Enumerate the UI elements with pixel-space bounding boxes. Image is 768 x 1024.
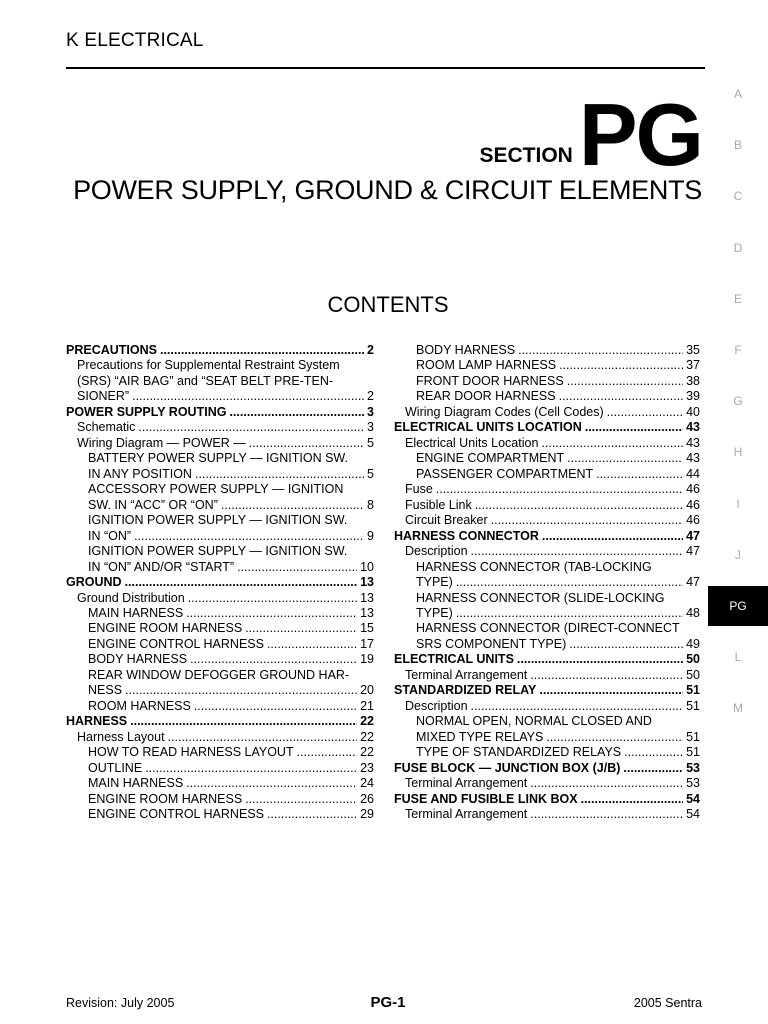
toc-entry[interactable]	[66, 374, 374, 389]
toc-entry-title: (SRS) “AIR BAG” and “SEAT BELT PRE-TEN-	[77, 373, 334, 388]
toc-leader-dots	[132, 389, 364, 404]
toc-entry-title: TYPE OF STANDARDIZED RELAYS	[416, 745, 622, 760]
toc-entry[interactable]	[66, 683, 374, 698]
toc-entry-title: Ground Distribution	[77, 590, 185, 605]
toc-entry-page: 49	[686, 636, 700, 651]
toc-entry-title: TYPE)	[416, 575, 453, 590]
section-tab-j[interactable]: J	[735, 547, 741, 562]
toc-entry[interactable]	[66, 730, 374, 745]
toc-entry[interactable]	[394, 343, 700, 358]
toc-entry-title: STANDARDIZED RELAY	[394, 683, 537, 698]
toc-entry-title: Precautions for Supplemental Restraint System	[77, 358, 340, 373]
toc-entry-page: 43	[686, 435, 700, 450]
toc-leader-dots	[145, 761, 357, 776]
toc-entry-title: MAIN HARNESS	[88, 776, 184, 791]
toc-entry-title: ACCESSORY POWER SUPPLY — IGNITION	[88, 482, 344, 497]
toc-entry-title: FRONT DOOR HARNESS	[416, 373, 564, 388]
toc-leader-dots	[188, 591, 357, 606]
toc-entry-title: Terminal Arrangement	[405, 776, 528, 791]
toc-leader-dots	[245, 792, 357, 807]
toc-leader-dots	[229, 405, 364, 420]
section-tab-b[interactable]: B	[733, 138, 742, 153]
toc-leader-dots	[539, 683, 683, 698]
toc-leader-dots	[546, 730, 683, 745]
toc-entry-title: TYPE)	[416, 605, 453, 620]
toc-entry[interactable]	[66, 745, 374, 760]
toc-entry-title: REAR WINDOW DEFOGGER GROUND HAR-	[88, 667, 350, 682]
revision-date: Revision: July 2005	[66, 996, 175, 1010]
toc-leader-dots	[541, 436, 683, 451]
toc-entry-page: 51	[686, 698, 700, 713]
toc-entry-title: Terminal Arrangement	[405, 667, 528, 682]
toc-entry[interactable]	[394, 513, 700, 528]
toc-entry-title: Wiring Diagram Codes (Cell Codes)	[405, 404, 604, 419]
toc-entry-title: Wiring Diagram — POWER —	[77, 435, 246, 450]
section-tab-l[interactable]: L	[734, 650, 742, 665]
toc-entry[interactable]	[394, 792, 700, 807]
toc-entry[interactable]	[394, 405, 700, 420]
toc-entry-page: 22	[360, 745, 374, 760]
toc-entry-page: 46	[686, 497, 700, 512]
toc-entry[interactable]	[66, 560, 374, 575]
toc-entry-page: 48	[686, 605, 700, 620]
page-number: PG-1	[370, 994, 406, 1011]
toc-entry-title: IGNITION POWER SUPPLY — IGNITION SW.	[88, 544, 348, 559]
toc-entry-title: ELECTRICAL UNITS LOCATION	[394, 420, 582, 435]
toc-entry-title: Circuit Breaker	[405, 513, 488, 528]
toc-entry[interactable]	[394, 467, 700, 482]
toc-entry-page: 51	[686, 729, 700, 744]
toc-entry-page: 13	[360, 575, 374, 590]
toc-entry-page: 17	[360, 636, 374, 651]
toc-entry-page: 23	[360, 760, 374, 775]
toc-entry[interactable]	[66, 529, 374, 544]
section-tab-c[interactable]: C	[733, 189, 743, 204]
toc-entry-page: 37	[686, 358, 700, 373]
toc-leader-dots	[471, 544, 684, 559]
toc-entry-title: IN ANY POSITION	[88, 466, 192, 481]
toc-entry-title: IN “ON”	[88, 528, 132, 543]
toc-entry-title: ENGINE ROOM HARNESS	[88, 621, 243, 636]
toc-entry-title: SW. IN “ACC” OR “ON”	[88, 497, 218, 512]
toc-entry[interactable]	[66, 699, 374, 714]
toc-entry-title: NESS	[88, 683, 123, 698]
toc-leader-dots	[221, 498, 364, 513]
section-tab-pg[interactable]: PG	[708, 586, 768, 626]
toc-entry[interactable]	[66, 389, 374, 404]
toc-entry[interactable]	[66, 637, 374, 652]
toc-entry[interactable]	[66, 405, 374, 420]
toc-entry-title: IGNITION POWER SUPPLY — IGNITION SW.	[88, 513, 348, 528]
page-title: POWER SUPPLY, GROUND & CIRCUIT ELEMENTS	[73, 175, 702, 205]
toc-entry[interactable]	[394, 575, 700, 590]
toc-entry-title: REAR DOOR HARNESS	[416, 389, 556, 404]
toc-entry-title: MIXED TYPE RELAYS	[416, 729, 544, 744]
toc-entry[interactable]	[394, 591, 700, 606]
toc-column-left	[66, 343, 374, 823]
toc-entry[interactable]	[66, 575, 374, 590]
toc-leader-dots	[559, 358, 683, 373]
toc-entry-title: BATTERY POWER SUPPLY — IGNITION SW.	[88, 451, 349, 466]
toc-entry[interactable]	[66, 482, 374, 497]
toc-entry-page: 47	[686, 575, 700, 590]
toc-entry-page: 21	[360, 698, 374, 713]
toc-leader-dots	[186, 606, 357, 621]
toc-entry-title: BODY HARNESS	[88, 652, 188, 667]
toc-entry[interactable]	[394, 529, 700, 544]
toc-entry[interactable]	[66, 513, 374, 528]
toc-entry[interactable]	[394, 498, 700, 513]
toc-entry[interactable]	[394, 560, 700, 575]
toc-entry-title: Fusible Link	[405, 497, 472, 512]
toc-entry[interactable]	[394, 652, 700, 667]
toc-entry[interactable]	[394, 358, 700, 373]
toc-entry-page: 26	[360, 791, 374, 806]
toc-entry-title: HARNESS CONNECTOR (TAB-LOCKING	[416, 559, 652, 574]
toc-entry[interactable]	[66, 652, 374, 667]
toc-entry[interactable]	[66, 761, 374, 776]
toc-entry-page: 54	[686, 791, 700, 806]
toc-entry-title: ROOM HARNESS	[88, 698, 191, 713]
toc-leader-dots	[267, 807, 357, 822]
toc-entry-page: 2	[367, 343, 374, 357]
toc-leader-dots	[297, 745, 358, 760]
toc-entry-page: 19	[360, 652, 374, 667]
toc-entry-page: 29	[360, 807, 374, 822]
toc-leader-dots	[585, 420, 683, 435]
toc-entry-title: MAIN HARNESS	[88, 605, 184, 620]
toc-entry[interactable]	[394, 745, 700, 760]
toc-entry-page: 2	[367, 389, 374, 404]
section-tab-m[interactable]: M	[733, 701, 743, 716]
toc-entry-page: 5	[367, 435, 374, 450]
toc-entry[interactable]	[66, 544, 374, 559]
toc-entry[interactable]	[394, 714, 700, 729]
toc-entry[interactable]	[66, 343, 374, 358]
toc-leader-dots	[194, 699, 357, 714]
section-tab-h[interactable]: H	[733, 445, 743, 460]
toc-leader-dots	[237, 560, 357, 575]
vehicle-model: 2005 Sentra	[633, 996, 702, 1010]
toc-leader-dots	[607, 405, 683, 420]
toc-column-right	[394, 343, 700, 823]
toc-entry-page: 13	[360, 590, 374, 605]
toc-entry-page: 53	[686, 776, 700, 791]
toc-entry-page: 35	[686, 343, 700, 357]
toc-entry-title: Schematic	[77, 420, 136, 435]
toc-leader-dots	[456, 606, 683, 621]
toc-leader-dots	[491, 513, 683, 528]
section-tab-i[interactable]: I	[736, 496, 740, 511]
toc-entry[interactable]	[66, 467, 374, 482]
toc-entry-page: 53	[686, 760, 700, 775]
header-rule	[66, 67, 705, 69]
section-tab-index	[708, 0, 768, 1024]
toc-entry-title: HARNESS CONNECTOR (DIRECT-CONNECT	[416, 621, 680, 636]
toc-leader-dots	[138, 420, 364, 435]
toc-entry-title: POWER SUPPLY ROUTING	[66, 404, 227, 419]
toc-entry-page: 43	[686, 420, 700, 435]
toc-entry-title: Harness Layout	[77, 729, 165, 744]
section-tab-g[interactable]: G	[733, 394, 743, 409]
toc-leader-dots	[581, 792, 684, 807]
toc-leader-dots	[186, 776, 357, 791]
toc-entry[interactable]	[394, 389, 700, 404]
toc-leader-dots	[245, 621, 357, 636]
section-tab-d[interactable]: D	[733, 240, 743, 255]
toc-entry-page: 10	[360, 559, 374, 574]
toc-entry[interactable]	[394, 776, 700, 791]
chapter-header: K ELECTRICAL	[66, 30, 204, 51]
toc-entry-page: 5	[367, 466, 374, 481]
toc-leader-dots	[569, 637, 683, 652]
toc-leader-dots	[436, 482, 683, 497]
toc-entry[interactable]	[66, 420, 374, 435]
toc-entry-page: 54	[686, 807, 700, 822]
contents-heading: CONTENTS	[327, 292, 449, 317]
toc-entry[interactable]	[394, 374, 700, 389]
toc-entry-title: PRECAUTIONS	[66, 343, 157, 357]
toc-entry-page: 50	[686, 652, 700, 667]
toc-entry[interactable]	[66, 436, 374, 451]
toc-leader-dots	[267, 637, 357, 652]
toc-entry-title: GROUND	[66, 575, 122, 590]
toc-entry-title: HOW TO READ HARNESS LAYOUT	[88, 745, 294, 760]
toc-entry[interactable]	[394, 807, 700, 822]
toc-leader-dots	[530, 776, 683, 791]
toc-entry[interactable]	[394, 637, 700, 652]
toc-entry-page: 51	[686, 745, 700, 760]
toc-entry[interactable]	[394, 451, 700, 466]
toc-leader-dots	[517, 652, 683, 667]
toc-entry-title: ENGINE CONTROL HARNESS	[88, 807, 264, 822]
toc-entry[interactable]	[394, 436, 700, 451]
toc-entry[interactable]	[66, 714, 374, 729]
toc-leader-dots	[125, 575, 358, 590]
toc-entry-page: 15	[360, 621, 374, 636]
toc-entry-title: Description	[405, 698, 468, 713]
toc-entry-title: SIONER”	[77, 389, 130, 404]
toc-leader-dots	[190, 652, 357, 667]
toc-entry-page: 39	[686, 389, 700, 404]
toc-entry[interactable]	[394, 621, 700, 636]
toc-entry-page: 9	[367, 528, 374, 543]
toc-entry[interactable]	[66, 807, 374, 822]
toc-entry-title: Fuse	[405, 482, 433, 497]
section-code: PG	[578, 85, 702, 184]
toc-entry[interactable]	[394, 482, 700, 497]
toc-entry-page: 24	[360, 776, 374, 791]
toc-entry-page: 46	[686, 482, 700, 497]
section-tab-e[interactable]: E	[733, 291, 742, 306]
toc-leader-dots	[160, 343, 364, 358]
toc-entry-title: SRS COMPONENT TYPE)	[416, 636, 567, 651]
section-tab-a[interactable]: A	[733, 87, 742, 101]
toc-entry-title: ELECTRICAL UNITS	[394, 652, 514, 667]
toc-entry[interactable]	[66, 591, 374, 606]
toc-entry-page: 43	[686, 451, 700, 466]
toc-entry-page: 51	[686, 683, 700, 698]
toc-entry[interactable]	[66, 498, 374, 513]
toc-entry[interactable]	[394, 699, 700, 714]
toc-entry-title: OUTLINE	[88, 760, 143, 775]
toc-entry-page: 50	[686, 667, 700, 682]
toc-leader-dots	[559, 389, 683, 404]
toc-leader-dots	[596, 467, 683, 482]
toc-entry-title: Terminal Arrangement	[405, 807, 528, 822]
section-heading	[479, 85, 703, 184]
toc-leader-dots	[530, 668, 683, 683]
toc-entry[interactable]	[394, 668, 700, 683]
toc-leader-dots	[542, 529, 683, 544]
toc-entry-title: FUSE AND FUSIBLE LINK BOX	[394, 791, 578, 806]
toc-entry[interactable]	[66, 358, 374, 373]
toc-entry-title: Electrical Units Location	[405, 435, 539, 450]
toc-entry[interactable]	[394, 730, 700, 745]
toc-leader-dots	[471, 699, 684, 714]
toc-entry-title: NORMAL OPEN, NORMAL CLOSED AND	[416, 714, 652, 729]
section-label: SECTION	[479, 144, 573, 167]
toc-entry-title: PASSENGER COMPARTMENT	[416, 466, 594, 481]
toc-entry-page: 22	[360, 729, 374, 744]
toc-entry[interactable]	[66, 776, 374, 791]
toc-entry[interactable]	[66, 451, 374, 466]
toc-leader-dots	[518, 343, 683, 358]
toc-entry[interactable]	[66, 606, 374, 621]
toc-entry-page: 47	[686, 528, 700, 543]
toc-entry[interactable]	[394, 683, 700, 698]
toc-leader-dots	[195, 467, 364, 482]
toc-leader-dots	[249, 436, 364, 451]
toc-entry[interactable]	[394, 544, 700, 559]
toc-entry-title: ROOM LAMP HARNESS	[416, 358, 557, 373]
toc-leader-dots	[623, 761, 683, 776]
toc-entry-page: 3	[367, 404, 374, 419]
toc-entry-title: Description	[405, 544, 468, 559]
toc-leader-dots	[475, 498, 683, 513]
toc-entry-title: BODY HARNESS	[416, 343, 516, 357]
toc-entry-title: FUSE BLOCK — JUNCTION BOX (J/B)	[394, 760, 621, 775]
toc-entry-title: HARNESS CONNECTOR (SLIDE-LOCKING	[416, 590, 665, 605]
toc-entry-title: IN “ON” AND/OR “START”	[88, 559, 235, 574]
toc-entry-title: ENGINE CONTROL HARNESS	[88, 636, 264, 651]
toc-entry-page: 47	[686, 544, 700, 559]
toc-entry-page: 22	[360, 714, 374, 729]
toc-entry-page: 13	[360, 605, 374, 620]
toc-leader-dots	[130, 714, 357, 729]
toc-leader-dots	[567, 451, 683, 466]
toc-entry-page: 44	[686, 466, 700, 481]
toc-entry[interactable]	[66, 621, 374, 636]
toc-entry-page: 38	[686, 373, 700, 388]
toc-entry-page: 3	[367, 420, 374, 435]
toc-entry-page: 8	[367, 497, 374, 512]
toc-leader-dots	[456, 575, 683, 590]
toc-entry[interactable]	[66, 668, 374, 683]
toc-leader-dots	[567, 374, 683, 389]
toc-entry-page: 46	[686, 513, 700, 528]
toc-leader-dots	[168, 730, 358, 745]
toc-entry-title: ENGINE ROOM HARNESS	[88, 791, 243, 806]
toc-leader-dots	[125, 683, 357, 698]
toc-entry-page: 40	[686, 404, 700, 419]
section-tab-f[interactable]: F	[734, 343, 742, 357]
toc-entry-title: HARNESS CONNECTOR	[394, 528, 539, 543]
toc-entry-page: 20	[360, 683, 374, 698]
toc-entry[interactable]	[394, 606, 700, 621]
toc-leader-dots	[624, 745, 683, 760]
toc-entry-title: HARNESS	[66, 714, 128, 729]
toc-leader-dots	[134, 529, 364, 544]
toc-entry[interactable]	[394, 420, 700, 435]
toc-leader-dots	[530, 807, 683, 822]
toc-entry[interactable]	[394, 761, 700, 776]
toc-entry[interactable]	[66, 792, 374, 807]
toc-entry-title: ENGINE COMPARTMENT	[416, 451, 565, 466]
